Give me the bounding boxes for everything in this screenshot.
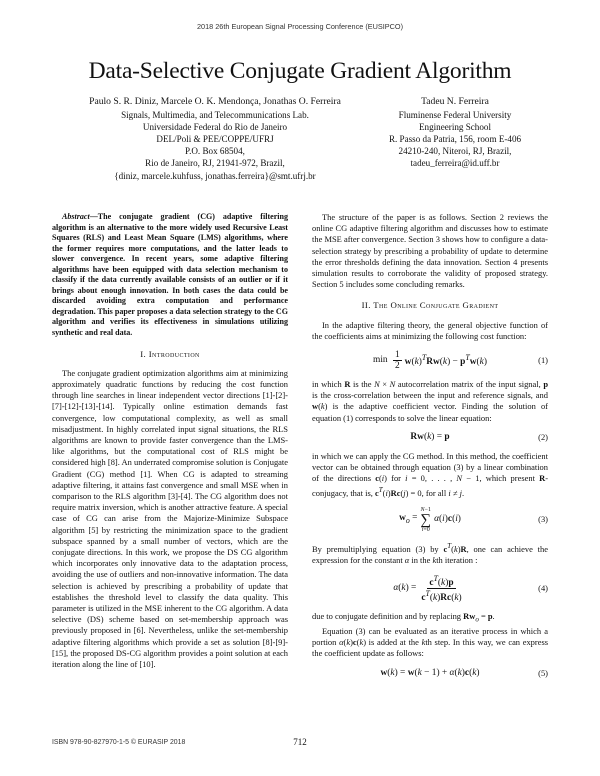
- author-block-right: [372, 96, 538, 170]
- abstract-lead: Abstract: [62, 212, 90, 221]
- author-block-left: [56, 96, 374, 182]
- conference-header: 2018 26th European Signal Processing Conference (EUSIPCO): [196, 22, 404, 31]
- equation-number: (2): [538, 431, 548, 442]
- equation-4: α(k) = $\frac{c^T(k)p}{c^T(k)Rc(k)}$ (4): [393, 573, 548, 604]
- equation-5: w(k) = w(k − 1) + α(k)c(k) (5): [380, 667, 548, 678]
- equation-number: (5): [538, 667, 548, 678]
- cost-function-paragraph: In the adaptive filtering theory, the general objective function of the coefficients aims at minimizing the following cost function:: [312, 319, 548, 341]
- equation-3: $w_o$ = N−1 ∑ i=0 α(i)c(i) (3): [399, 506, 548, 533]
- right-column: [312, 212, 548, 687]
- affiliation-line: DEL/Poli & PEE/COPPE/UFRJ: [156, 134, 274, 145]
- affiliation-line: Rio de Janeiro, RJ, 21941-972, Brazil,: [145, 158, 285, 169]
- structure-paragraph: The structure of the paper is as follows. Section 2 reviews the online CG adaptive filtering algorithm and discusses how to estimate the MSE after convergence. Section 3 shows how to configure a data-selection strategy by prescribing a probability of update to determine the error thresholds defining the data innovation. Section 4 presents simulation results to corroborate the validity of proposed strategy. Section 5 includes some concluding remarks.: [312, 212, 548, 290]
- isbn-footer: ISBN 978-90-827970-1-5 © EURASIP 2018: [52, 739, 186, 746]
- equation-2: Rw(k) = p (2): [410, 431, 548, 442]
- email-line: tadeu_ferreira@id.uff.br: [410, 158, 500, 169]
- autocorrelation-paragraph: in which R is the N × N autocorrelation matrix of the input signal, p is the cross-correlation between the input and reference signals, and w(k) is the adaptive coefficient vector. Finding the solution of equation (1) corresponds to solve the linear equation:: [312, 379, 549, 423]
- author-names-left: Paulo S. R. Diniz, Marcele O. K. Mendonça, Jonathas O. Ferreira: [89, 96, 341, 107]
- affiliation-line: P.O. Box 68504,: [185, 146, 245, 157]
- author-names-right: Tadeu N. Ferreira: [421, 96, 489, 107]
- affiliation-line: Universidade Federal do Rio de Janeiro: [142, 122, 288, 133]
- paper-title: Data-Selective Conjugate Gradient Algorithm: [88, 58, 512, 84]
- cg-method-paragraph: in which we can apply the CG method. In this method, the coefficient vector can be obtained through equation (3) by a linear combination of the directions c(i) for i = 0, . . . , N − 1, which present R-conjugacy, that is, $c^T(i)Rc(j) = 0$, for all i ≠ j.: [312, 451, 549, 498]
- premultiply-paragraph: By premultiplying equation (3) by $c^T(k)R$, one can achieve the expression for the constant α in the kth iteration :: [312, 541, 548, 565]
- affiliation-line: Signals, Multimedia, and Telecommunications Lab.: [121, 110, 309, 121]
- affiliation-line: 24210-240, Niteroi, RJ, Brazil,: [398, 146, 512, 157]
- equation-number: (3): [538, 514, 548, 525]
- left-column: [52, 212, 288, 670]
- email-line: {diniz, marcele.kuhfuss, jonathas.ferreira}@smt.ufrj.br: [114, 170, 316, 181]
- introduction-paragraph: The conjugate gradient optimization algorithms aim at minimizing approximately quadratic functions by reducing the cost function through line searches in linear independent vector directions [1]-[2]-[7]-[12]-[13]-[14]. Typically online estimation demands fast convergence, low computational complexity, as well as small misadjustment. In highly correlated input signal situations, the RLS algorithms are known to provide faster convergence than the LMS-like algorithms, but the computational cost of RLS might be considered high [8]. An underrated compromise solution is Conjugate Gradient (CG) method [1]. When CG is adapted to streaming adaptive filtering, it attains fast convergence and small MSE when in comparison to the RLS algorithm [3]-[4]. The CG algorithm does not require matrix inversion, which is another attractive feature. A special case of CG can arise from the Majorize-Minimize Subspace algorithm [5] by restricting the minimization space to the gradient subspace spanned by a small number of vectors, which are the conjugate directions. In this work, we propose the DS CG algorithm which incorporates only innovative data to the adaptation process, avoiding the use of outliers and non-innovative information. The data selection is achieved by prescribing a probability of update that establishes the threshold level to classify the data quality. This parameter is utilized in the MSE inherent to the CG algorithm. A data selective (DS) scheme based on set-membership approach was previously proposed in [6]. Nevertheless, unlike the set-membership adaptive filtering algorithms which provide a set as solution [8]-[9]-[15], the proposed DS-CG algorithm provides a point solution at each iteration along the line of [10].: [52, 367, 288, 670]
- abstract: [52, 212, 288, 339]
- affiliation-line: Fluminense Federal University: [398, 110, 512, 121]
- abstract-text: —The conjugate gradient (CG) adaptive filtering algorithm is an alternative to the more widely used Recursive Least Squares (RLS) and Least Mean Square (LMS) algorithms, where the former requires more computations, and the latter leads to slower convergence. In recent years, some adaptive filtering algorithms have been equipped with data selection mechanism to classify if the data currently available consists of an outlier or if it brings about enough innovation. In both cases the data could be discarded avoiding extra computation and performance degradation. This paper proposes a data selection strategy to the CG algorithm and verifies its effectiveness in simulations utilizing synthetic and real data.: [52, 212, 288, 338]
- equation-1: min $\frac{1}{2}$ $w(k)^TRw(k) - p^Tw(k)$ (1): [373, 350, 548, 372]
- section-heading-online-cg: II. The Online Conjugate Gradient: [361, 300, 499, 311]
- page-number: 712: [293, 737, 307, 747]
- section-heading-introduction: I. Introduction: [140, 348, 200, 359]
- affiliation-line: R. Passo da Patria, 156, room E-406: [388, 134, 522, 145]
- equation-number: (4): [538, 582, 548, 593]
- affiliation-line: Engineering School: [419, 122, 491, 133]
- iterative-process-paragraph: Equation (3) can be evaluated as an iterative process in which a portion α(k)c(k) is added at the kth step. In this way, we can express the coefficient update as follows:: [312, 626, 549, 659]
- equation-number: (1): [538, 354, 548, 365]
- conjugate-definition-paragraph: due to conjugate definition and by replacing $Rw_o = p$.: [312, 611, 495, 624]
